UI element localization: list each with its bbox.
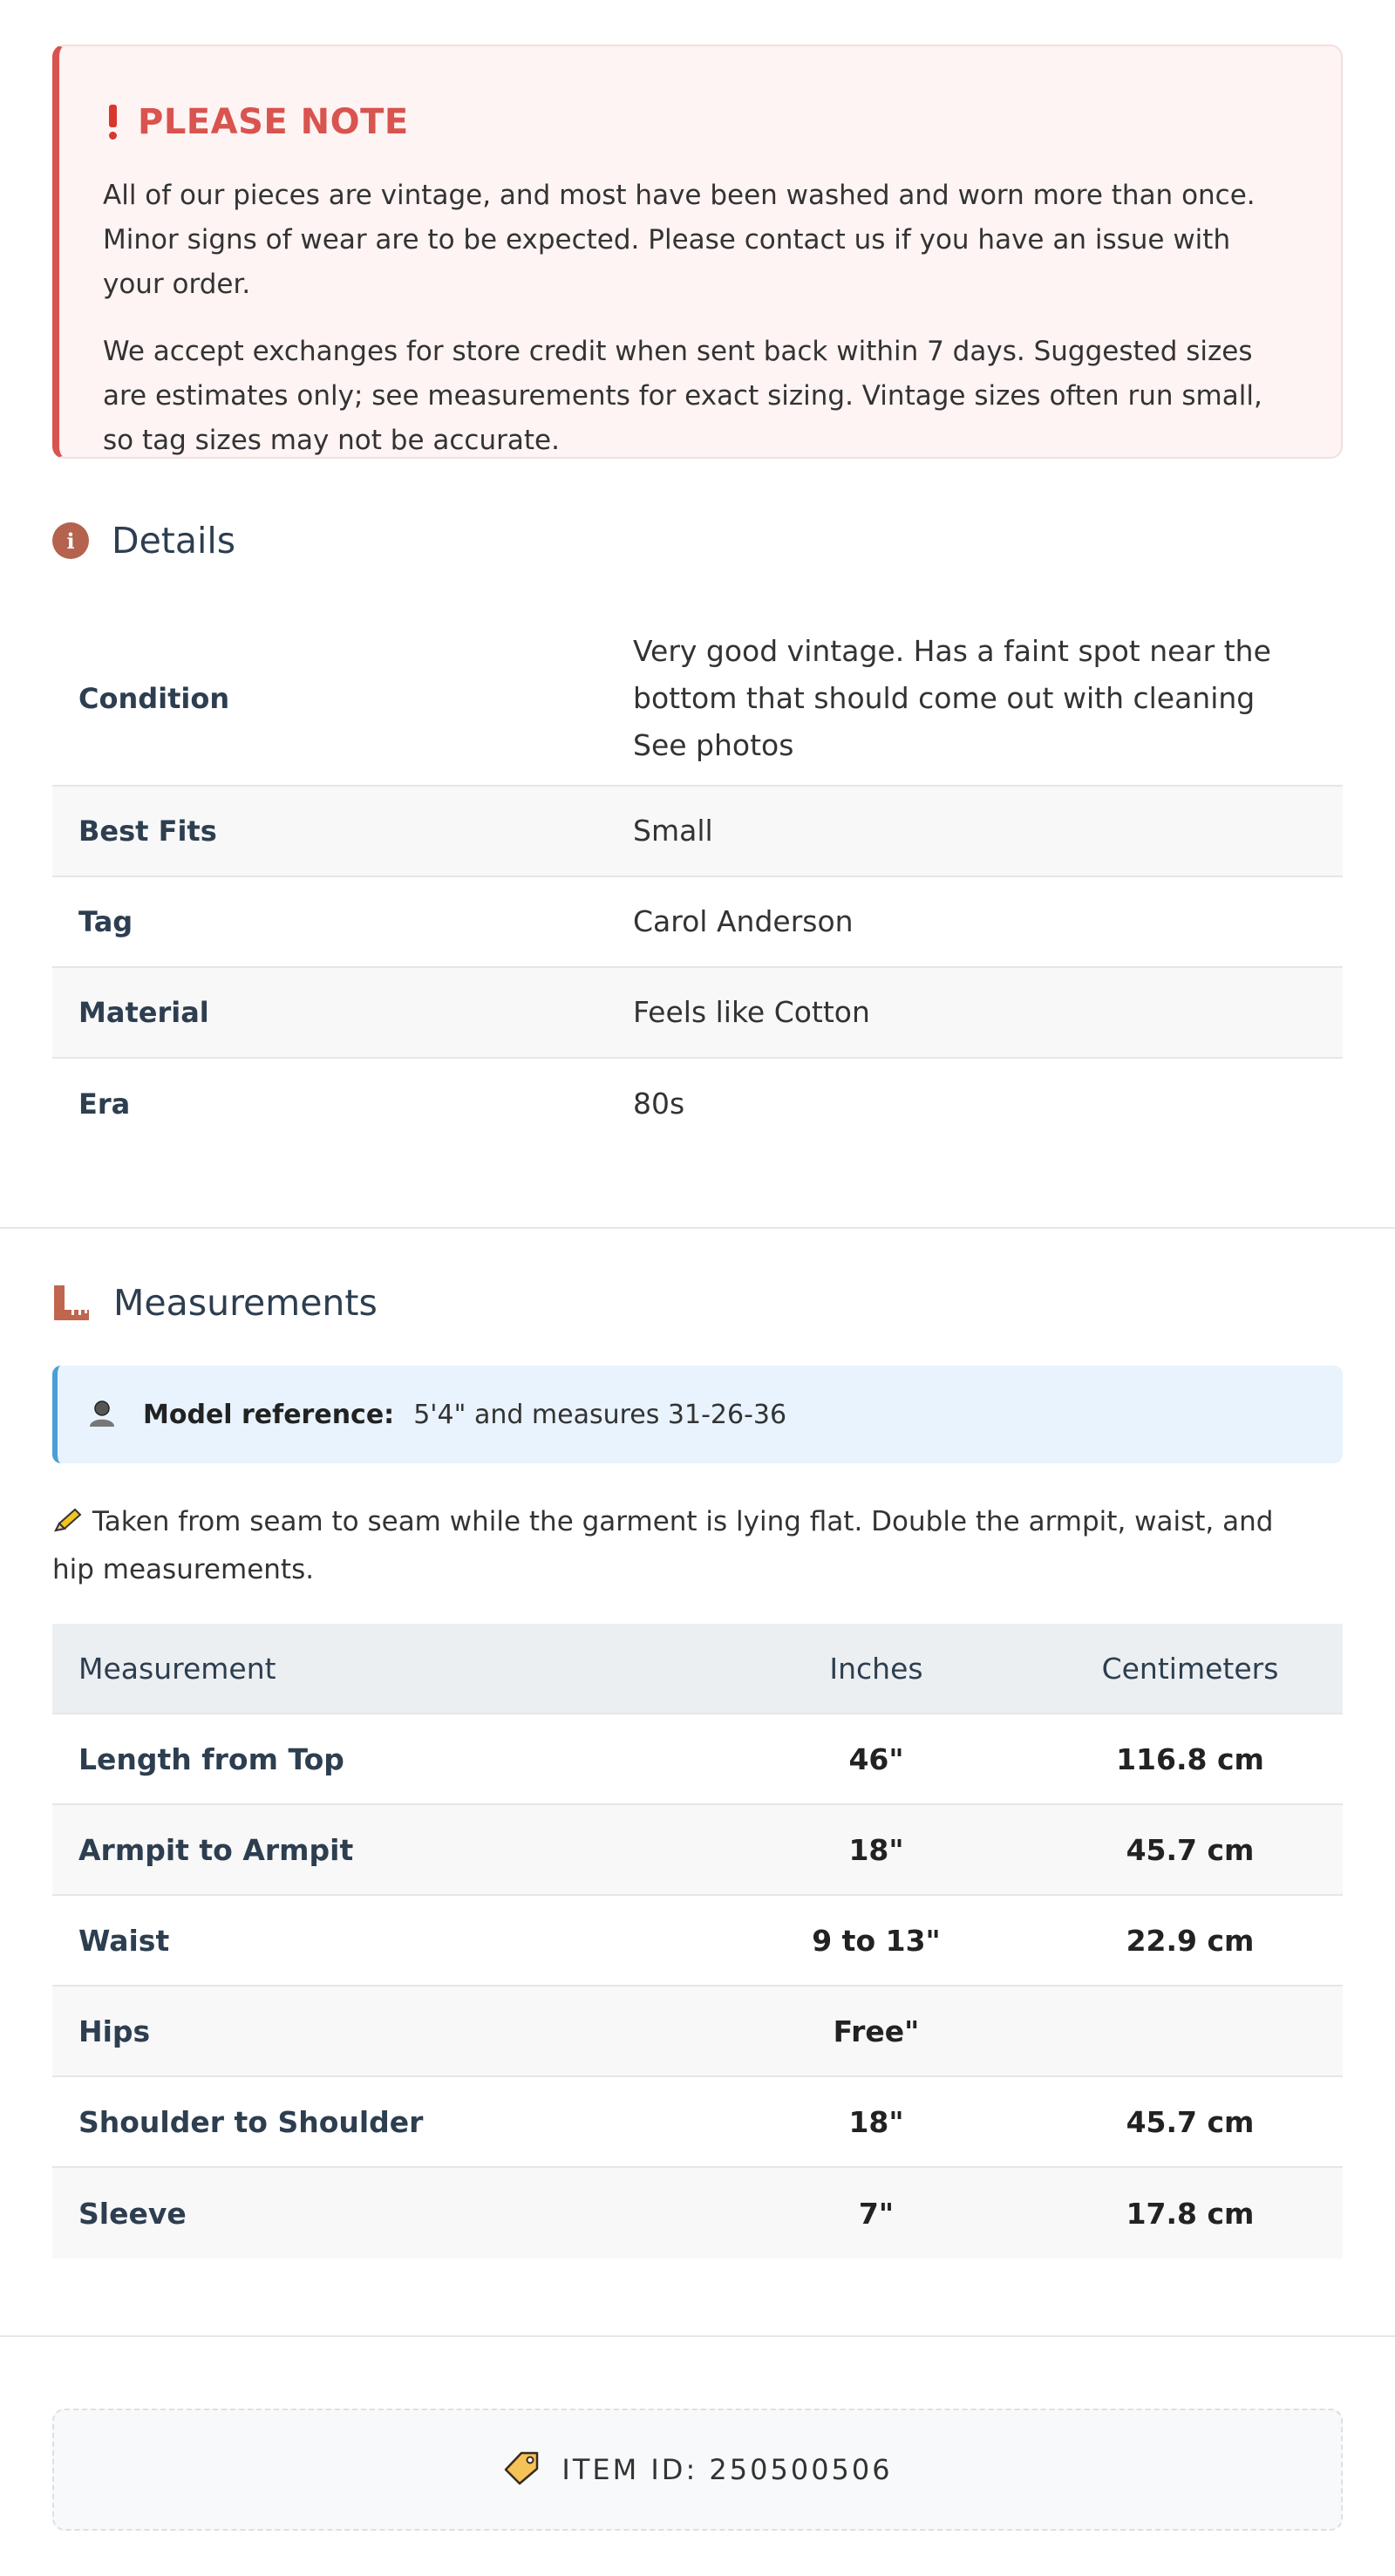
section-divider bbox=[0, 1227, 1395, 1229]
details-value: Small bbox=[633, 814, 713, 848]
tag-icon bbox=[502, 2450, 541, 2489]
measurement-cm: 45.7 cm bbox=[1126, 1832, 1255, 1867]
details-table bbox=[52, 612, 1343, 1149]
measurement-name: Shoulder to Shoulder bbox=[78, 2104, 424, 2139]
note-title: PLEASE NOTE bbox=[138, 102, 409, 142]
details-value: Feels like Cotton bbox=[633, 995, 870, 1029]
measurements-table-header bbox=[52, 1624, 1343, 1714]
details-row-tag bbox=[52, 877, 1343, 968]
measurement-name: Hips bbox=[78, 2014, 151, 2048]
measurement-note-text: Taken from seam to seam while the garment is lying flat. Double the armpit, waist, and hip measurements. bbox=[52, 1506, 1274, 1585]
table-row bbox=[52, 1896, 1343, 1987]
column-header-measurement: Measurement bbox=[78, 1651, 276, 1686]
details-label: Best Fits bbox=[78, 814, 217, 848]
details-value: Carol Anderson bbox=[633, 904, 854, 938]
table-row bbox=[52, 2168, 1343, 2259]
model-reference-value: 5'4" and measures 31-26-36 bbox=[413, 1399, 787, 1430]
measurement-inches: 9 to 13" bbox=[812, 1923, 941, 1958]
measurement-inches: 46" bbox=[848, 1741, 904, 1776]
model-reference-label: Model reference: bbox=[143, 1399, 395, 1430]
details-row-condition bbox=[52, 612, 1343, 787]
model-reference-box bbox=[52, 1366, 1343, 1463]
details-heading-label: Details bbox=[112, 520, 236, 562]
details-value: 80s bbox=[633, 1087, 685, 1121]
measurements-heading bbox=[52, 1282, 378, 1324]
details-row-material bbox=[52, 968, 1343, 1059]
measurement-name: Length from Top bbox=[78, 1741, 344, 1776]
details-row-best-fits bbox=[52, 787, 1343, 877]
ruler-icon bbox=[52, 1284, 91, 1322]
details-label: Condition bbox=[78, 682, 230, 715]
section-divider bbox=[0, 2335, 1395, 2337]
measurement-name: Waist bbox=[78, 1923, 170, 1958]
measurement-name: Sleeve bbox=[78, 2196, 187, 2231]
measurements-heading-label: Measurements bbox=[113, 1282, 378, 1324]
item-id-box bbox=[52, 2409, 1343, 2531]
note-title-row bbox=[103, 100, 1297, 144]
pencil-icon bbox=[52, 1503, 84, 1548]
measurement-inches: 18" bbox=[848, 2104, 904, 2139]
details-value: Very good vintage. Has a faint spot near the bottom that should come out with cleaning See photos bbox=[633, 634, 1271, 762]
table-row bbox=[52, 2077, 1343, 2168]
measurement-cm: 22.9 cm bbox=[1126, 1923, 1255, 1958]
measurement-cm: 45.7 cm bbox=[1126, 2104, 1255, 2139]
note-paragraph-2: We accept exchanges for store credit when sent back within 7 days. Suggested sizes are estimates only; see measurements for exact sizing. Vintage sizes often run small, so tag sizes may not be accurate. bbox=[103, 336, 1262, 456]
measurement-cm: 116.8 cm bbox=[1116, 1741, 1264, 1776]
measurements-table bbox=[52, 1624, 1343, 2259]
exclamation-icon bbox=[103, 105, 122, 140]
table-row bbox=[52, 1987, 1343, 2077]
measurement-inches: 7" bbox=[858, 2196, 895, 2231]
measurement-note bbox=[52, 1500, 1308, 1592]
person-icon bbox=[87, 1398, 117, 1431]
details-row-era bbox=[52, 1059, 1343, 1149]
details-label: Material bbox=[78, 996, 209, 1029]
note-paragraph-1: All of our pieces are vintage, and most have been washed and worn more than once. Minor signs of wear are to be expected. Please contact us if you have an issue with your order. bbox=[103, 180, 1256, 300]
table-row bbox=[52, 1805, 1343, 1896]
column-header-centimeters: Centimeters bbox=[1101, 1651, 1279, 1686]
measurement-cm: 17.8 cm bbox=[1126, 2196, 1255, 2231]
please-note-box bbox=[52, 44, 1343, 459]
measurement-inches: Free" bbox=[833, 2014, 920, 2048]
item-id-label: ITEM ID: 250500506 bbox=[561, 2453, 893, 2486]
measurement-inches: 18" bbox=[848, 1832, 904, 1867]
column-header-inches: Inches bbox=[829, 1651, 923, 1686]
measurement-name: Armpit to Armpit bbox=[78, 1832, 354, 1867]
info-icon: i bbox=[52, 522, 89, 559]
table-row bbox=[52, 1714, 1343, 1805]
details-label: Era bbox=[78, 1087, 131, 1121]
details-label: Tag bbox=[78, 905, 133, 938]
details-heading bbox=[52, 520, 235, 562]
